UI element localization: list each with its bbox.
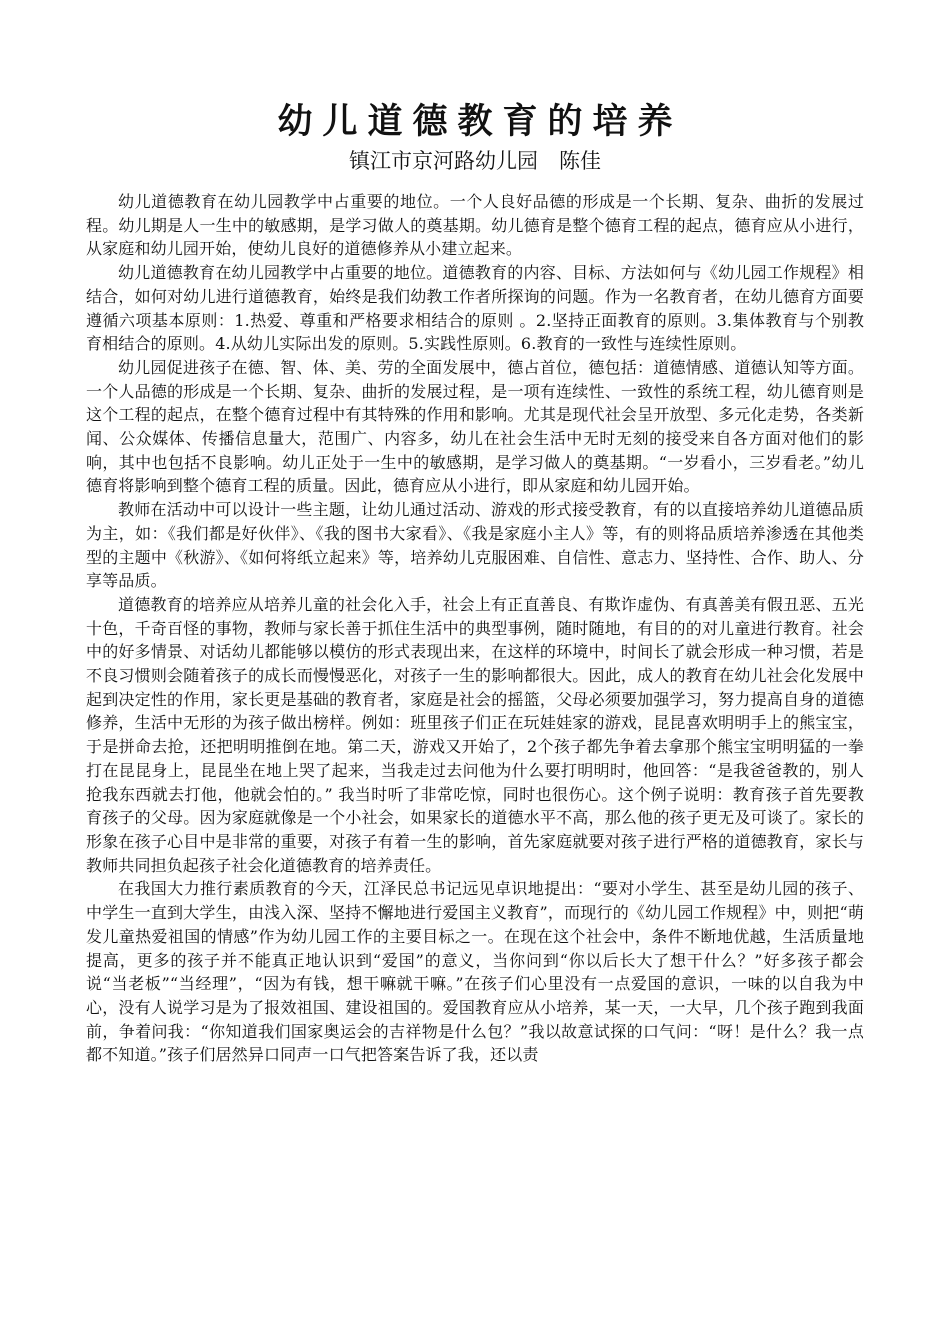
body-paragraph: 道德教育的培养应从培养儿童的社会化入手，社会上有正直善良、有欺诈虚伪、有真善美有假丑恶、五光十色，千奇百怪的事物，教师与家长善于抓住生活中的典型事例，随时随地，有目的的对儿童进行教育。社会中的好多情景、对话幼儿都能够以模仿的形式表现出来，在这样的环境中，时间长了就会形成一种习惯，若是不良习惯则会随着孩子的成长而慢慢恶化，对孩子一生的影响都很大。因此，成人的教育在幼儿社会化发展中起到决定性的作用，家长更是基础的教育者，家庭是社会的摇篮，父母必须要加强学习，努力提高自身的道德修养，生活中无形的为孩子做出榜样。例如：班里孩子们正在玩娃娃家的游戏，昆昆喜欢明明手上的熊宝宝，于是拼命去抢，还把明明推倒在地。第二天，游戏又开始了，2个孩子都先争着去拿那个熊宝宝明明猛的一拳打在昆昆身上，昆昆坐在地上哭了起来，当我走过去问他为什么要打明明时，他回答：“是我爸爸教的，别人抢我东西就去打他，他就会怕的。” 我当时听了非常吃惊，同时也很伤心。这个例子说明：教育孩子首先要教育孩子的父母。因为家庭就像是一个小社会，如果家长的道德水平不高，那么他的孩子更无及可谈了。家长的形象在孩子心目中是非常的重要，对孩子有着一生的影响，首先家庭就要对孩子进行严格的道德教育，家长与教师共同担负起孩子社会化道德教育的培养责任。: [86, 594, 864, 875]
body-paragraph: 幼儿园促进孩子在德、智、体、美、劳的全面发展中，德占首位，德包括：道德情感、道德认知等方面。一个人品德的形成是一个长期、复杂、曲折的发展过程，是一项有连续性、一致性的系统工程，幼儿德育则是这个工程的起点，在整个德育过程中有其特殊的作用和影响。尤其是现代社会呈开放型、多元化走势，各类新闻、公众媒体、传播信息量大，范围广、内容多，幼儿在社会生活中无时无刻的接受来自各方面对他们的影响，其中也包括不良影响。幼儿正处于一生中的敏感期，是学习做人的奠基期。“一岁看小，三岁看老。”幼儿德育将影响到整个德育工程的质量。因此，德育应从小进行，即从家庭和幼儿园开始。: [86, 357, 864, 496]
body-paragraph: 幼儿道德教育在幼儿园教学中占重要的地位。一个人良好品德的形成是一个长期、复杂、曲折的发展过程。幼儿期是人一生中的敏感期，是学习做人的奠基期。幼儿德育是整个德育工程的起点，德育应从小进行，从家庭和幼儿园开始，使幼儿良好的道德修养从小建立起来。: [86, 192, 864, 259]
body-paragraph: 在我国大力推行素质教育的今天，江泽民总书记远见卓识地提出：“要对小学生、甚至是幼儿园的孩子、中学生一直到大学生，由浅入深、坚持不懈地进行爱国主义教育”，而现行的《幼儿园工作规程》中，则把“萌发儿童热爱祖国的情感”作为幼儿园工作的主要目标之一。在现在这个社会中，条件不断地优越，生活质量地提高，更多的孩子并不能真正地认识到“爱国”的意义，当你问到“你以后长大了想干什么？”好多孩子都会说“当老板”“当经理”，“因为有钱，想干嘛就干嘛。”在孩子们心里没有一点爱国的意识，一味的以自我为中心，没有人说学习是为了报效祖国、建设祖国的。爱国教育应从小培养，某一天，一大早，几个孩子跑到我面前，争着问我：“你知道我们国家奥运会的吉祥物是什么包？”我以故意试探的口气问：“呀！是什么？我一点都不知道。”孩子们居然异口同声一口气把答案告诉了我，还以责: [86, 879, 864, 1065]
document-page: [86, 100, 864, 1067]
author-byline: 镇江市京河路幼儿园 陈佳: [349, 149, 601, 173]
document-title: 幼儿道德教育的培养: [277, 101, 683, 142]
body-paragraph: 教师在活动中可以设计一些主题，让幼儿通过活动、游戏的形式接受教育，有的以直接培养幼儿道德品质为主，如：《我们都是好伙伴》、《我的图书大家看》、《我是家庭小主人》等，有的则将品质培养渗透在其他类型的主题中《秋游》、《如何将纸立起来》等，培养幼儿克服困难、自信性、意志力、坚持性、合作、助人、分享等品质。: [86, 500, 864, 591]
document-body: [86, 190, 864, 1067]
body-paragraph: 幼儿道德教育在幼儿园教学中占重要的地位。道德教育的内容、目标、方法如何与《幼儿园工作规程》相结合，如何对幼儿进行道德教育，始终是我们幼教工作者所探询的问题。作为一名教育者，在幼儿德育方面要遵循六项基本原则：1.热爱、尊重和严格要求相结合的原则 。2.坚持正面教育的原则。3.集体教育与个别教育相结合的原则。4.从幼儿实际出发的原则。5.实践性原则。6.教育的一致性与连续性原则。: [86, 263, 864, 354]
